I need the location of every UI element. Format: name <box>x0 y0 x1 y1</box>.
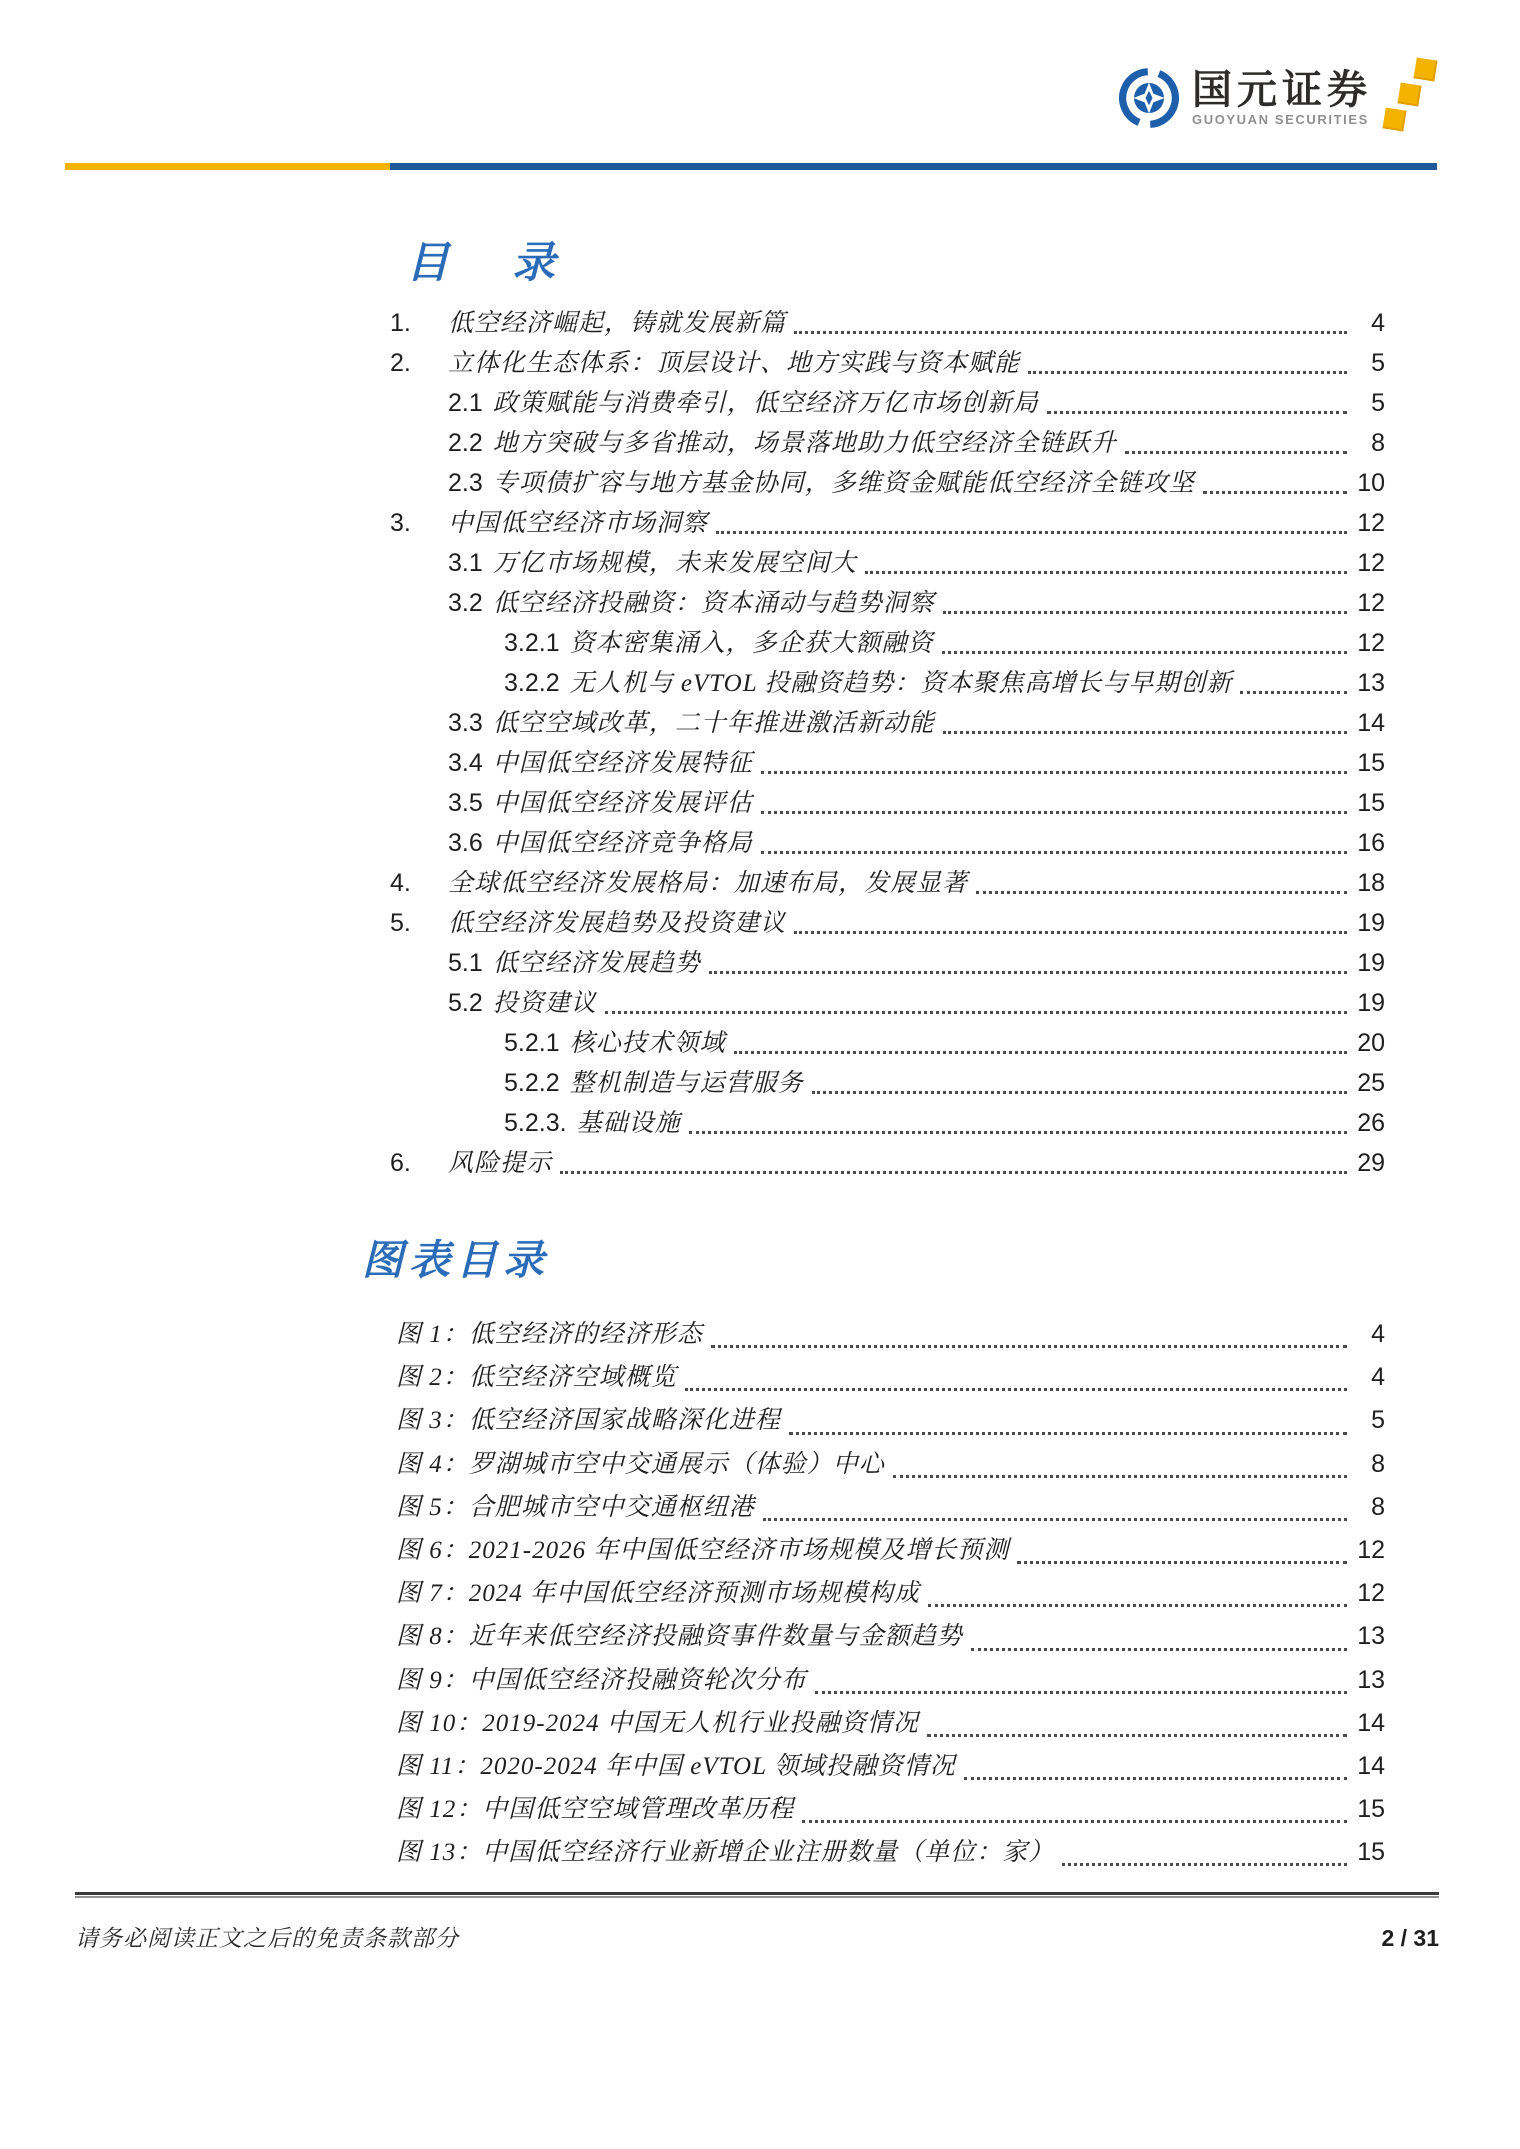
entry-page: 26 <box>1357 1109 1385 1137</box>
entry-title: 资本密集涌入，多企获大额融资 <box>569 630 934 657</box>
entry-number: 2. <box>390 349 411 377</box>
dotted-leader <box>928 1604 1347 1607</box>
dotted-leader <box>942 651 1347 654</box>
figure-title: 图 9：中国低空经济投融资轮次分布 <box>396 1666 807 1694</box>
toc-row[interactable] <box>390 1103 1385 1143</box>
dotted-leader <box>1047 411 1347 414</box>
figure-row[interactable] <box>396 1616 1385 1659</box>
entry-page: 12 <box>1357 549 1385 577</box>
entry-title: 中国低空经济市场洞察 <box>448 510 709 537</box>
figure-title: 图 7：2024 年中国低空经济预测市场规模构成 <box>396 1580 921 1608</box>
entry-page: 29 <box>1357 1149 1385 1177</box>
figure-row[interactable] <box>396 1357 1385 1400</box>
dotted-leader <box>716 531 1347 534</box>
toc-row[interactable] <box>390 783 1385 823</box>
entry-page: 25 <box>1357 1069 1385 1097</box>
toc-row[interactable] <box>390 503 1385 543</box>
toc-row[interactable] <box>390 823 1385 863</box>
entry-title: 低空经济崛起，铸就发展新篇 <box>448 310 787 337</box>
toc-row[interactable] <box>390 303 1385 343</box>
dotted-leader <box>709 971 1347 974</box>
toc-heading: 目 录 <box>406 240 565 287</box>
figure-page: 4 <box>1371 1320 1385 1348</box>
brand-text <box>1192 68 1372 128</box>
entry-number: 5. <box>390 909 411 937</box>
entry-number: 5.1 <box>448 949 483 977</box>
dotted-leader <box>711 1345 1347 1348</box>
toc-row[interactable] <box>390 663 1385 703</box>
dotted-leader <box>605 1011 1347 1014</box>
entry-title: 风险提示 <box>448 1150 553 1177</box>
brand-logo <box>1118 56 1440 140</box>
dotted-leader <box>893 1475 1347 1478</box>
entry-number: 1. <box>390 309 411 337</box>
toc-row[interactable] <box>390 743 1385 783</box>
figure-title: 图 8：近年来低空经济投融资事件数量与金额趋势 <box>396 1623 963 1651</box>
entry-number: 5.2.3. <box>504 1109 567 1137</box>
figure-row[interactable] <box>396 1703 1385 1746</box>
figure-page: 12 <box>1357 1535 1385 1564</box>
entry-title: 政策赋能与消费牵引，低空经济万亿市场创新局 <box>492 390 1039 417</box>
brand-name-cn: 国元证券 <box>1192 67 1372 112</box>
entry-title: 地方突破与多省推动，场景落地助力低空经济全链跃升 <box>492 430 1117 457</box>
figure-page: 8 <box>1371 1492 1385 1521</box>
entry-title: 低空经济发展趋势 <box>492 950 701 977</box>
dotted-leader <box>789 1432 1347 1435</box>
figure-row[interactable] <box>396 1660 1385 1703</box>
entry-page: 20 <box>1357 1029 1385 1057</box>
entry-page: 12 <box>1357 629 1385 657</box>
entry-number: 3.2.2 <box>504 669 560 697</box>
figure-title: 图 6：2021-2026 年中国低空经济市场规模及增长预测 <box>396 1536 1010 1564</box>
entry-number: 6. <box>390 1149 411 1177</box>
toc-row[interactable] <box>390 863 1385 903</box>
dotted-leader <box>802 1820 1347 1823</box>
entry-title: 中国低空经济发展特征 <box>492 750 753 777</box>
entry-page: 13 <box>1357 669 1385 697</box>
entry-title: 中国低空经济竞争格局 <box>492 830 753 857</box>
dotted-leader <box>1240 691 1347 694</box>
entry-number: 2.1 <box>448 389 483 417</box>
entry-number: 5.2 <box>448 989 483 1017</box>
footer-divider <box>75 1892 1439 1898</box>
figures-heading: 图表目录 <box>362 1237 550 1283</box>
brand-name-en: GUOYUAN SECURITIES <box>1192 112 1369 127</box>
figure-row[interactable] <box>396 1487 1385 1530</box>
toc-row[interactable] <box>390 983 1385 1023</box>
entry-number: 5.2.1 <box>504 1029 560 1057</box>
divider-yellow-segment <box>65 163 390 170</box>
entry-page: 19 <box>1357 909 1385 937</box>
header-divider <box>65 163 1437 170</box>
figure-title: 图 3：低空经济国家战略深化进程 <box>396 1407 781 1435</box>
entry-number: 3. <box>390 509 411 537</box>
dotted-leader <box>794 931 1347 934</box>
figure-title: 图 2：低空经济空域概览 <box>396 1364 677 1392</box>
dotted-leader <box>812 1091 1347 1094</box>
entry-title: 立体化生态体系：顶层设计、地方实践与资本赋能 <box>448 350 1021 377</box>
entry-title: 整机制造与运营服务 <box>569 1070 804 1097</box>
entry-page: 19 <box>1357 989 1385 1017</box>
dotted-leader <box>761 771 1347 774</box>
entry-number: 2.2 <box>448 429 483 457</box>
toc-row[interactable] <box>390 543 1385 583</box>
dotted-leader <box>943 731 1347 734</box>
figure-row[interactable] <box>396 1832 1385 1875</box>
toc-list <box>390 303 1385 1183</box>
entry-title: 基础设施 <box>576 1110 681 1137</box>
entry-page: 16 <box>1357 829 1385 857</box>
entry-number: 3.1 <box>448 549 483 577</box>
figure-page: 14 <box>1357 1751 1385 1780</box>
dotted-leader <box>685 1388 1347 1391</box>
entry-number: 2.3 <box>448 469 483 497</box>
dotted-leader <box>734 1051 1347 1054</box>
dotted-leader <box>794 331 1347 334</box>
entry-title: 投资建议 <box>492 990 597 1017</box>
dotted-leader <box>943 611 1347 614</box>
entry-number: 3.5 <box>448 789 483 817</box>
dotted-leader <box>560 1171 1347 1174</box>
figure-title: 图 12：中国低空空域管理改革历程 <box>396 1796 795 1824</box>
entry-page: 15 <box>1357 789 1385 817</box>
divider-blue-segment <box>390 163 1437 170</box>
entry-title: 低空经济发展趋势及投资建议 <box>448 910 787 937</box>
dotted-leader <box>976 891 1347 894</box>
figure-row[interactable] <box>396 1530 1385 1573</box>
entry-number: 3.3 <box>448 709 483 737</box>
figure-row[interactable] <box>396 1746 1385 1789</box>
entry-number: 4. <box>390 869 411 897</box>
toc-row[interactable] <box>390 1023 1385 1063</box>
figure-page: 14 <box>1357 1708 1385 1737</box>
gold-diamond-cluster-icon <box>1384 56 1440 146</box>
dotted-leader <box>689 1131 1347 1134</box>
figure-page: 4 <box>1371 1363 1385 1392</box>
entry-title: 万亿市场规模，未来发展空间大 <box>492 550 857 577</box>
toc-row[interactable] <box>390 463 1385 503</box>
dotted-leader <box>815 1691 1347 1694</box>
toc-row[interactable] <box>390 423 1385 463</box>
dotted-leader <box>763 1518 1347 1521</box>
figure-title: 图 5：合肥城市空中交通枢纽港 <box>396 1493 755 1521</box>
dotted-leader <box>1062 1863 1347 1866</box>
entry-page: 10 <box>1357 469 1385 497</box>
figures-list <box>396 1314 1385 1875</box>
page-indicator: 2 / 31 <box>1381 1925 1439 1951</box>
entry-title: 无人机与 eVTOL 投融资趋势：资本聚焦高增长与早期创新 <box>569 670 1233 697</box>
entry-page: 12 <box>1357 589 1385 617</box>
entry-number: 3.6 <box>448 829 483 857</box>
entry-title: 核心技术领域 <box>569 1030 726 1057</box>
figure-page: 12 <box>1357 1579 1385 1608</box>
figure-row[interactable] <box>396 1444 1385 1487</box>
toc-row[interactable] <box>390 943 1385 983</box>
entry-page: 14 <box>1357 709 1385 737</box>
figure-title: 图 11：2020-2024 年中国 eVTOL 领域投融资情况 <box>396 1752 956 1780</box>
figure-title: 图 1：低空经济的经济形态 <box>396 1321 703 1348</box>
entry-title: 低空经济投融资：资本涌动与趋势洞察 <box>492 590 935 617</box>
dotted-leader <box>971 1648 1347 1651</box>
figure-row[interactable] <box>396 1400 1385 1443</box>
dotted-leader <box>761 811 1347 814</box>
figure-title: 图 10：2019-2024 中国无人机行业投融资情况 <box>396 1709 919 1737</box>
entry-page: 12 <box>1357 509 1385 537</box>
entry-page: 8 <box>1371 429 1385 457</box>
dotted-leader <box>1028 371 1347 374</box>
figure-page: 13 <box>1357 1622 1385 1651</box>
entry-number: 3.2 <box>448 589 483 617</box>
toc-row[interactable] <box>390 623 1385 663</box>
figure-row[interactable] <box>396 1314 1385 1357</box>
figure-page: 15 <box>1357 1795 1385 1824</box>
entry-page: 15 <box>1357 749 1385 777</box>
dotted-leader <box>1203 491 1347 494</box>
dotted-leader <box>927 1734 1347 1737</box>
dotted-leader <box>761 851 1347 854</box>
entry-title: 专项债扩容与地方基金协同，多维资金赋能低空经济全链攻坚 <box>492 470 1195 497</box>
entry-page: 19 <box>1357 949 1385 977</box>
entry-title: 中国低空经济发展评估 <box>492 790 753 817</box>
entry-page: 18 <box>1357 869 1385 897</box>
entry-number: 3.2.1 <box>504 629 560 657</box>
entry-number: 5.2.2 <box>504 1069 560 1097</box>
dotted-leader <box>1125 451 1347 454</box>
footer-disclaimer: 请务必阅读正文之后的免责条款部分 <box>75 1926 459 1951</box>
toc-row[interactable] <box>390 1063 1385 1103</box>
entry-title: 低空空域改革，二十年推进激活新动能 <box>492 710 935 737</box>
toc-row[interactable] <box>390 903 1385 943</box>
entry-number: 3.4 <box>448 749 483 777</box>
figure-title: 图 13：中国低空经济行业新增企业注册数量（单位：家） <box>396 1839 1055 1867</box>
toc-row[interactable] <box>390 703 1385 743</box>
toc-row[interactable] <box>390 383 1385 423</box>
figure-page: 13 <box>1357 1665 1385 1694</box>
figure-title: 图 4：罗湖城市空中交通展示（体验）中心 <box>396 1450 885 1478</box>
toc-row[interactable] <box>390 343 1385 383</box>
figure-page: 15 <box>1357 1838 1385 1867</box>
dotted-leader <box>964 1777 1347 1780</box>
figure-row[interactable] <box>396 1789 1385 1832</box>
toc-row[interactable] <box>390 1143 1385 1183</box>
guoyuan-logo-icon <box>1118 67 1180 129</box>
report-footer <box>75 1920 1439 1953</box>
dotted-leader <box>865 571 1347 574</box>
entry-page: 4 <box>1371 309 1385 337</box>
entry-page: 5 <box>1371 349 1385 377</box>
figure-page: 8 <box>1371 1449 1385 1478</box>
toc-row[interactable] <box>390 583 1385 623</box>
entry-title: 全球低空经济发展格局：加速布局，发展显著 <box>448 870 969 897</box>
figure-page: 5 <box>1371 1406 1385 1435</box>
dotted-leader <box>1017 1561 1347 1564</box>
figure-row[interactable] <box>396 1573 1385 1616</box>
entry-page: 5 <box>1371 389 1385 417</box>
